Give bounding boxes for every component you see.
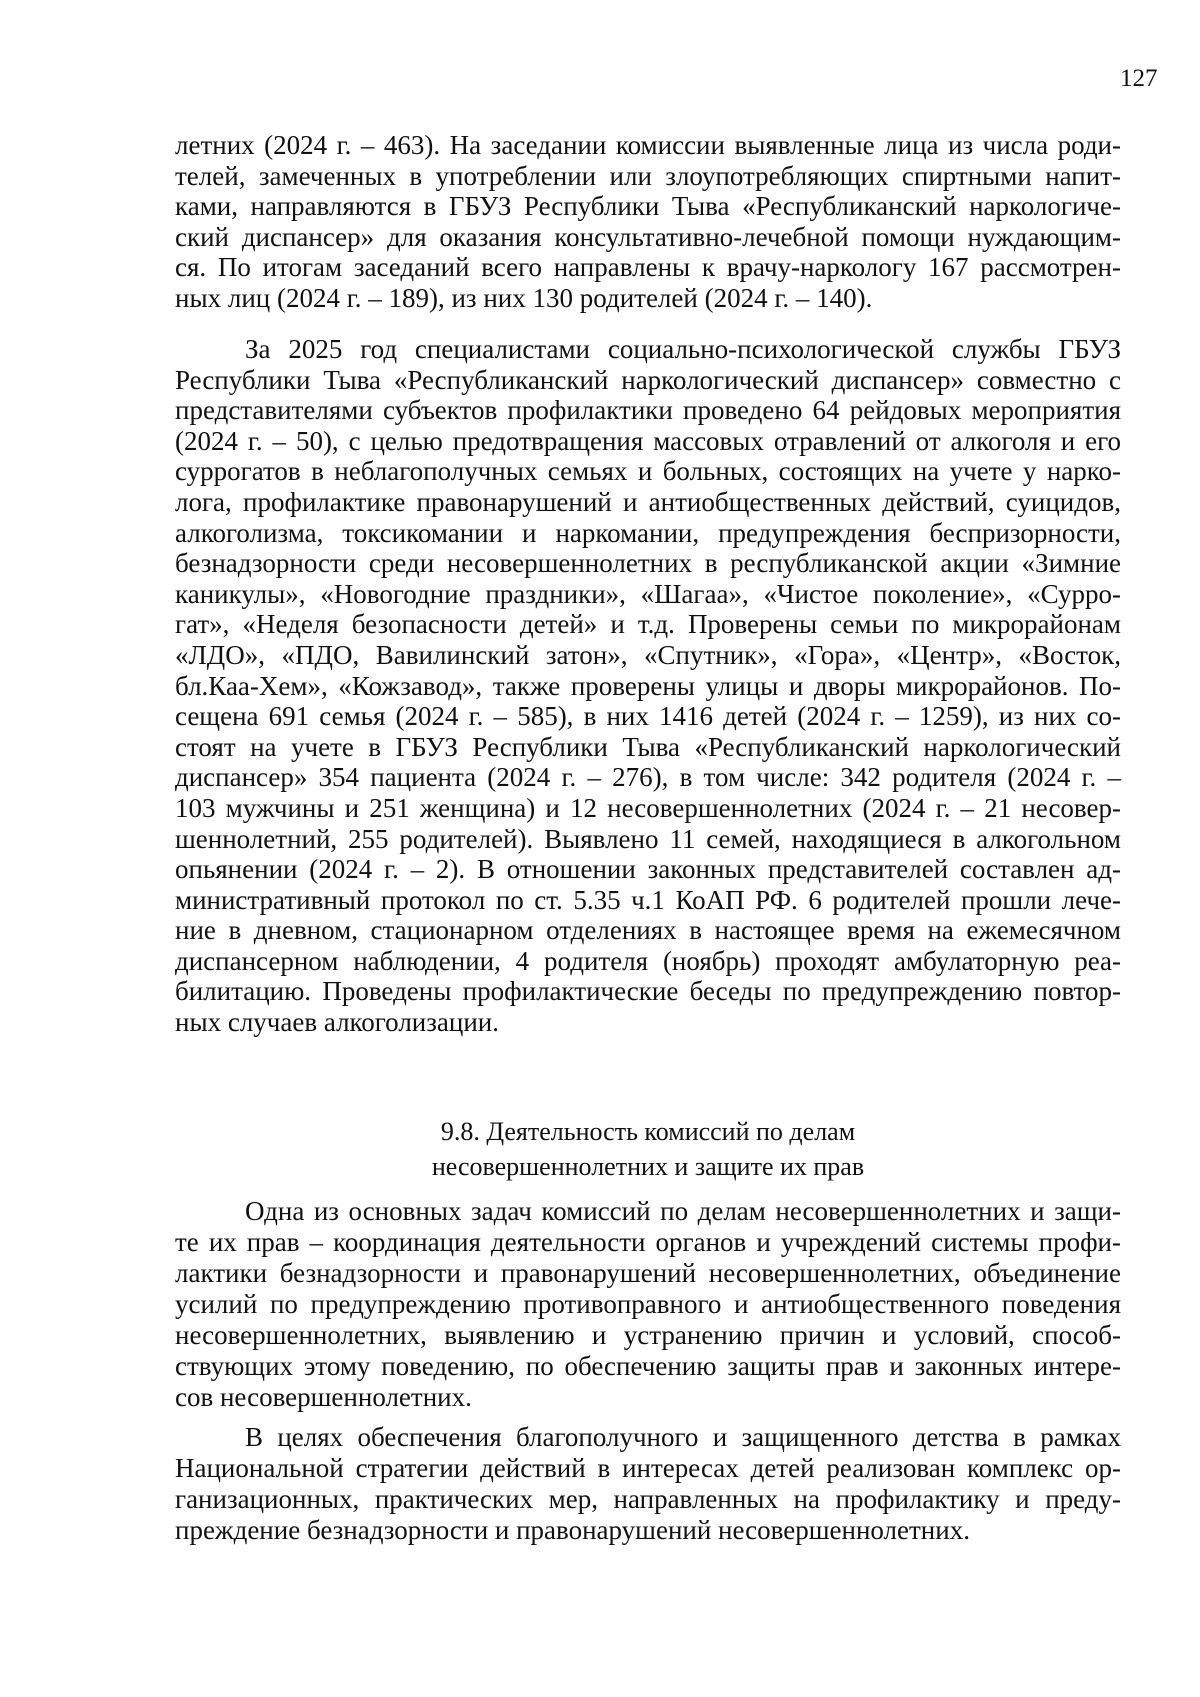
text-line: летних (2024 г. – 463). На заседании комиссии выявленные лица из числа роди- [175, 130, 1121, 160]
paragraph-continuation [175, 130, 1121, 314]
text-line: ных лиц (2024 г. – 189), из них 130 родителей (2024 г. – 140). [175, 282, 873, 313]
text-line: безнадзорности среди несовершеннолетних в республиканской акции «Зимние [175, 548, 1121, 579]
text-line: 103 мужчины и 251 женщина) и 12 несовершеннолетних (2024 г. – 21 несовер- [175, 792, 1121, 823]
text-line: лактики безнадзорности и правонарушений несовершеннолетних, объединение [175, 1258, 1121, 1288]
text-line: ский диспансер» для оказания консультативно-лечебной помощи нуждающим- [175, 221, 1121, 252]
text-line: опьянении (2024 г. – 2). В отношении законных представителей составлен ад- [175, 854, 1121, 885]
text-line: сещена 691 семья (2024 г. – 585), в них 1416 детей (2024 г. – 1259), из них со- [175, 701, 1121, 732]
paragraph-commission-tasks [175, 1196, 1121, 1413]
text-line: бл.Каа-Хем», «Кожзавод», также проверены улицы и дворы микрорайонов. По- [175, 670, 1121, 701]
text-line: алкоголизма, токсикомании и наркомании, предупреждения беспризорности, [175, 517, 1121, 548]
text-line: министративный протокол по ст. 5.35 ч.1 КоАП РФ. 6 родителей прошли лече- [175, 884, 1121, 915]
text-line: гат», «Неделя безопасности детей» и т.д. Проверены семьи по микрорайонам [175, 609, 1121, 640]
text-line: ся. По итогам заседаний всего направлены к врачу-наркологу 167 рассмотрен- [175, 252, 1121, 283]
text-line: ганизационных, практических мер, направленных на профилактику и преду- [175, 1484, 1121, 1514]
text-line: В целях обеспечения благополучного и защищенного детства в рамках [245, 1422, 1121, 1452]
text-line: ние в дневном, стационарном отделениях в настоящее время на ежемесячном [175, 915, 1121, 946]
text-line: (2024 г. – 50), с целью предотвращения массовых отравлений от алкоголя и его [175, 425, 1121, 456]
text-line: телей, замеченных в употреблении или злоупотребляющих спиртными напит- [175, 160, 1121, 191]
section-heading-line: 9.8. Деятельность комиссий по делам [440, 1117, 856, 1146]
text-line: представителями субъектов профилактики проведено 64 рейдовых мероприятия [175, 395, 1121, 426]
text-line: «ЛДО», «ПДО, Вавилинский затон», «Спутник», «Гора», «Центр», «Восток, [175, 639, 1121, 670]
page-number: 127 [1120, 65, 1158, 92]
text-line: лога, профилактике правонарушений и антиобщественных действий, суицидов, [175, 486, 1121, 517]
text-line: усилий по предупреждению противоправного и антиобщественного поведения [175, 1289, 1121, 1319]
text-line: ствующих этому поведению, по обеспечению защиты прав и законных интере- [175, 1351, 1121, 1381]
text-line: Национальной стратегии действий в интересах детей реализован комплекс ор- [175, 1453, 1121, 1483]
section-heading-line: несовершеннолетних и защите их прав [431, 1152, 865, 1181]
section-heading [175, 1114, 1121, 1184]
text-line: суррогатов в неблагополучных семьях и больных, состоящих на учете у нарко- [175, 456, 1121, 487]
text-line: те их прав – координация деятельности органов и учреждений системы профи- [175, 1227, 1121, 1257]
text-line: стоят на учете в ГБУЗ Республики Тыва «Республиканский наркологический [175, 731, 1121, 762]
text-line: Республики Тыва «Республиканский наркологический диспансер» совместно с [175, 364, 1121, 395]
text-line: шеннолетний, 255 родителей). Выявлено 11 семей, находящиеся в алкогольном [175, 823, 1121, 854]
text-line: несовершеннолетних, выявлению и устранению причин и условий, способ- [175, 1320, 1121, 1350]
paragraph-national-strategy [175, 1422, 1121, 1546]
text-line: диспансер» 354 пациента (2024 г. – 276), в том числе: 342 родителя (2024 г. – [175, 762, 1121, 793]
paragraph-raids [175, 334, 1121, 1038]
text-line: Одна из основных задач комиссий по делам несовершеннолетних и защи- [245, 1196, 1121, 1226]
text-line: диспансерном наблюдении, 4 родителя (ноябрь) проходят амбулаторную реа- [175, 945, 1121, 976]
text-line: преждение безнадзорности и правонарушений несовершеннолетних. [175, 1515, 970, 1545]
text-line: ных случаев алкоголизации. [175, 1007, 499, 1038]
text-line: каникулы», «Новогодние праздники», «Шагаа», «Чистое поколение», «Сурро- [175, 578, 1121, 609]
text-line: билитацию. Проведены профилактические беседы по предупреждению повтор- [175, 976, 1121, 1007]
text-line: сов несовершеннолетних. [175, 1382, 472, 1412]
text-line: За 2025 год специалистами социально-психологической службы ГБУЗ [245, 334, 1121, 364]
text-line: ками, направляются в ГБУЗ Республики Тыва «Республиканский наркологиче- [175, 191, 1121, 222]
